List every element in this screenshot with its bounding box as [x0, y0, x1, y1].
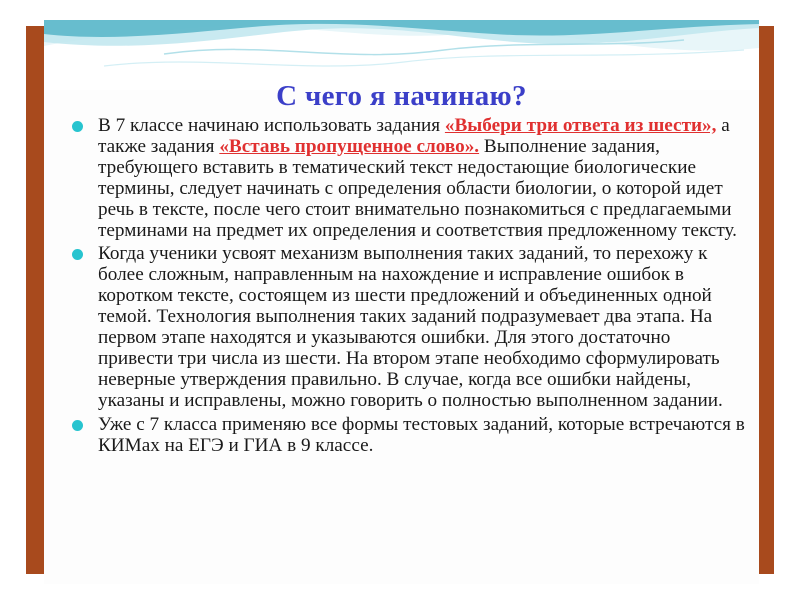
bullet-point	[66, 415, 746, 457]
bullet-icon	[72, 249, 83, 260]
bullet-icon	[72, 121, 83, 132]
highlighted-task-name: «Вставь пропущенное слово».	[219, 135, 480, 157]
slide-title: С чего я начинаю?	[276, 80, 527, 112]
content-panel	[44, 20, 759, 584]
bullet-icon	[72, 420, 83, 431]
bullet-point	[66, 116, 746, 241]
point-text: Когда ученики усвоят механизм выполнения таких заданий, то перехожу к более сложным, направленным на нахождение и исправление ошибок в коротком тексте, состоящем из шести предложений и объединенных одной темой. Технология выполнения таких заданий подразумевает два этапа. На первом этапе находятся и указываются ошибки. Для этого достаточно привести три числа из шести. На втором этапе необходимо сформулировать неверные утверждения правильно. В случае, когда все ошибки найдены, указаны и исправлены, можно говорить о полностью выполненном задании.	[98, 243, 723, 411]
point-text: а также задания	[98, 115, 730, 157]
bullet-point	[66, 244, 746, 411]
highlighted-task-name: «Выбери три ответа из шести»,	[444, 115, 717, 136]
bullet-list	[66, 116, 746, 460]
point-text: В 7 классе начинаю использовать задания	[98, 115, 445, 136]
point-text: Уже с 7 класса применяю все формы тестовых заданий, которые встречаются в КИМах на ЕГЭ и ГИА в 9 классе.	[98, 413, 745, 456]
point-text: Выполнение задания, требующего вставить в тематический текст недостающие биологические термины, следует начинать с определения области биологии, о которой идет речь в тексте, после чего стоит внимательно познакомиться с предлагаемыми терминами на предмет их определения и соответствия предложенному тексту.	[98, 135, 737, 241]
